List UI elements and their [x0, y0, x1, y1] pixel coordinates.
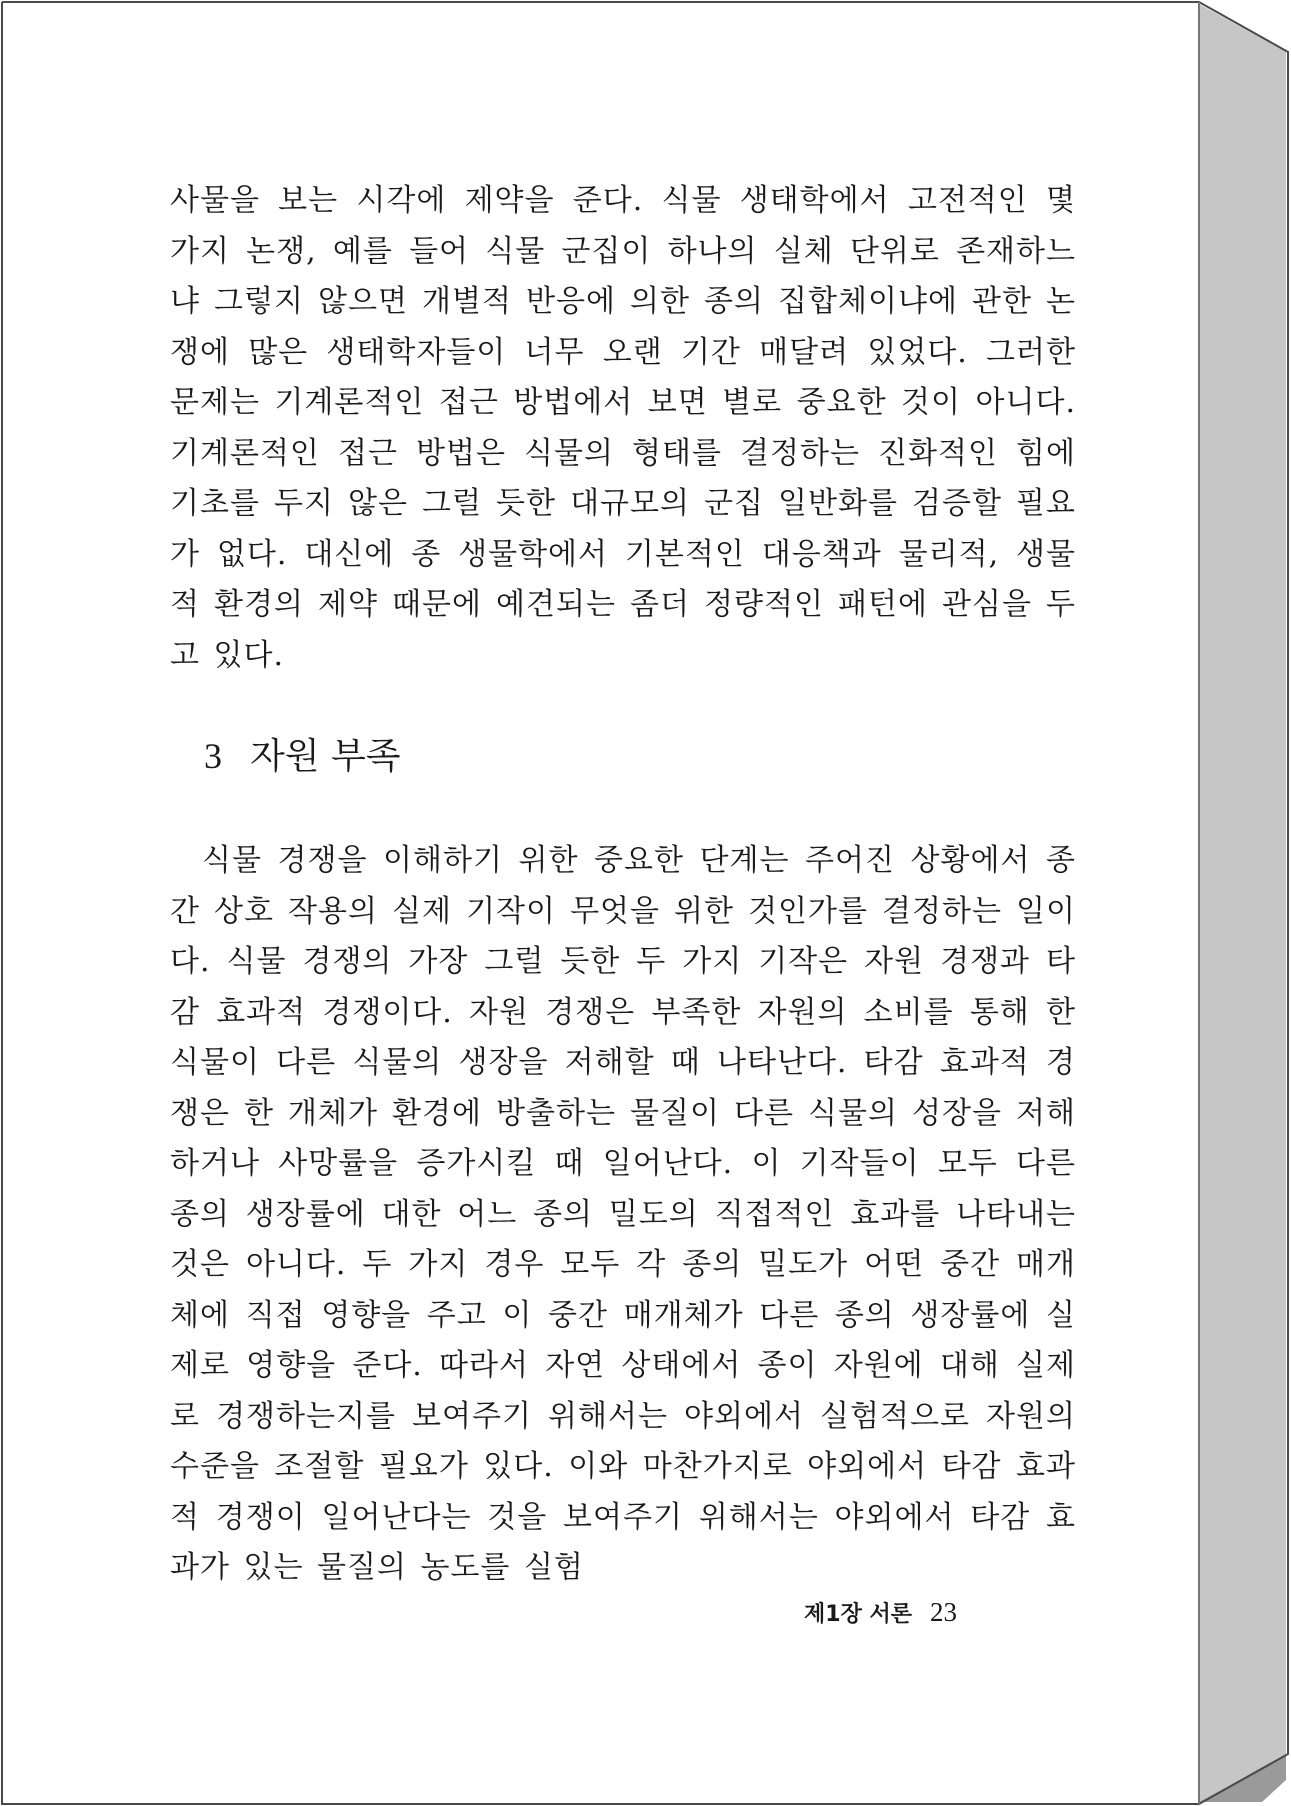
- section-heading: [204, 728, 401, 779]
- page-number: 23: [930, 1597, 957, 1627]
- section-number: 3: [204, 736, 222, 776]
- body-paragraph-2: 식물 경쟁을 이해하기 위한 중요한 단계는 주어진 상황에서 종간 상호 작용의 실제 기작이 무엇을 위한 것인가를 결정하는 일이다. 식물 경쟁의 가장 그럴 듯한 두 가지 기작은 자원 경쟁과 타감 효과적 경쟁이다. 자원 경쟁은 부족한 자원의 소비를 통해 한 식물이 다른 식물의 생장을 저해할 때 나타난다. 타감 효과적 경쟁은 한 개체가 환경에 방출하는 물질이 다른 식물의 성장을 저해하거나 사망률을 증가시킬 때 일어난다. 이 기작들이 모두 다른 종의 생장률에 대한 어느 종의 밀도의 직접적인 효과를 나타내는 것은 아니다. 두 가지 경우 모두 각 종의 밀도가 어떤 중간 매개체에 직접 영향을 주고 이 중간 매개체가 다른 종의 생장률에 실제로 영향을 준다. 따라서 자연 상태에서 종이 자원에 대해 실제로 경쟁하는지를 보여주기 위해서는 야외에서 실험적으로 자원의 수준을 조절할 필요가 있다. 이와 마찬가지로 야외에서 타감 효과적 경쟁이 일어난다는 것을 보여주기 위해서는 야외에서 타감 효과가 있는 물질의 농도를 실험: [170, 843, 1076, 1585]
- body-paragraph-1: 사물을 보는 시각에 제약을 준다. 식물 생태학에서 고전적인 몇 가지 논쟁, 예를 들어 식물 군집이 하나의 실체 단위로 존재하느냐 그렇지 않으면 개별적 반응에 의한 종의 집합체이냐에 관한 논쟁에 많은 생태학자들이 너무 오랜 기간 매달려 있었다. 그러한 문제는 기계론적인 접근 방법에서 보면 별로 중요한 것이 아니다. 기계론적인 접근 방법은 식물의 형태를 결정하는 진화적인 힘에 기초를 두지 않은 그럴 듯한 대규모의 군집 일반화를 검증할 필요가 없다. 대신에 종 생물학에서 기본적인 대응책과 물리적, 생물적 환경의 제약 때문에 예견되는 좀더 정량적인 패턴에 관심을 두고 있다.: [170, 183, 1076, 673]
- section-title: 자원 부족: [250, 736, 401, 777]
- page-footer: [804, 1597, 957, 1628]
- chapter-label: 제1장 서론: [804, 1602, 912, 1627]
- page-side-edge: [1199, 4, 1286, 1802]
